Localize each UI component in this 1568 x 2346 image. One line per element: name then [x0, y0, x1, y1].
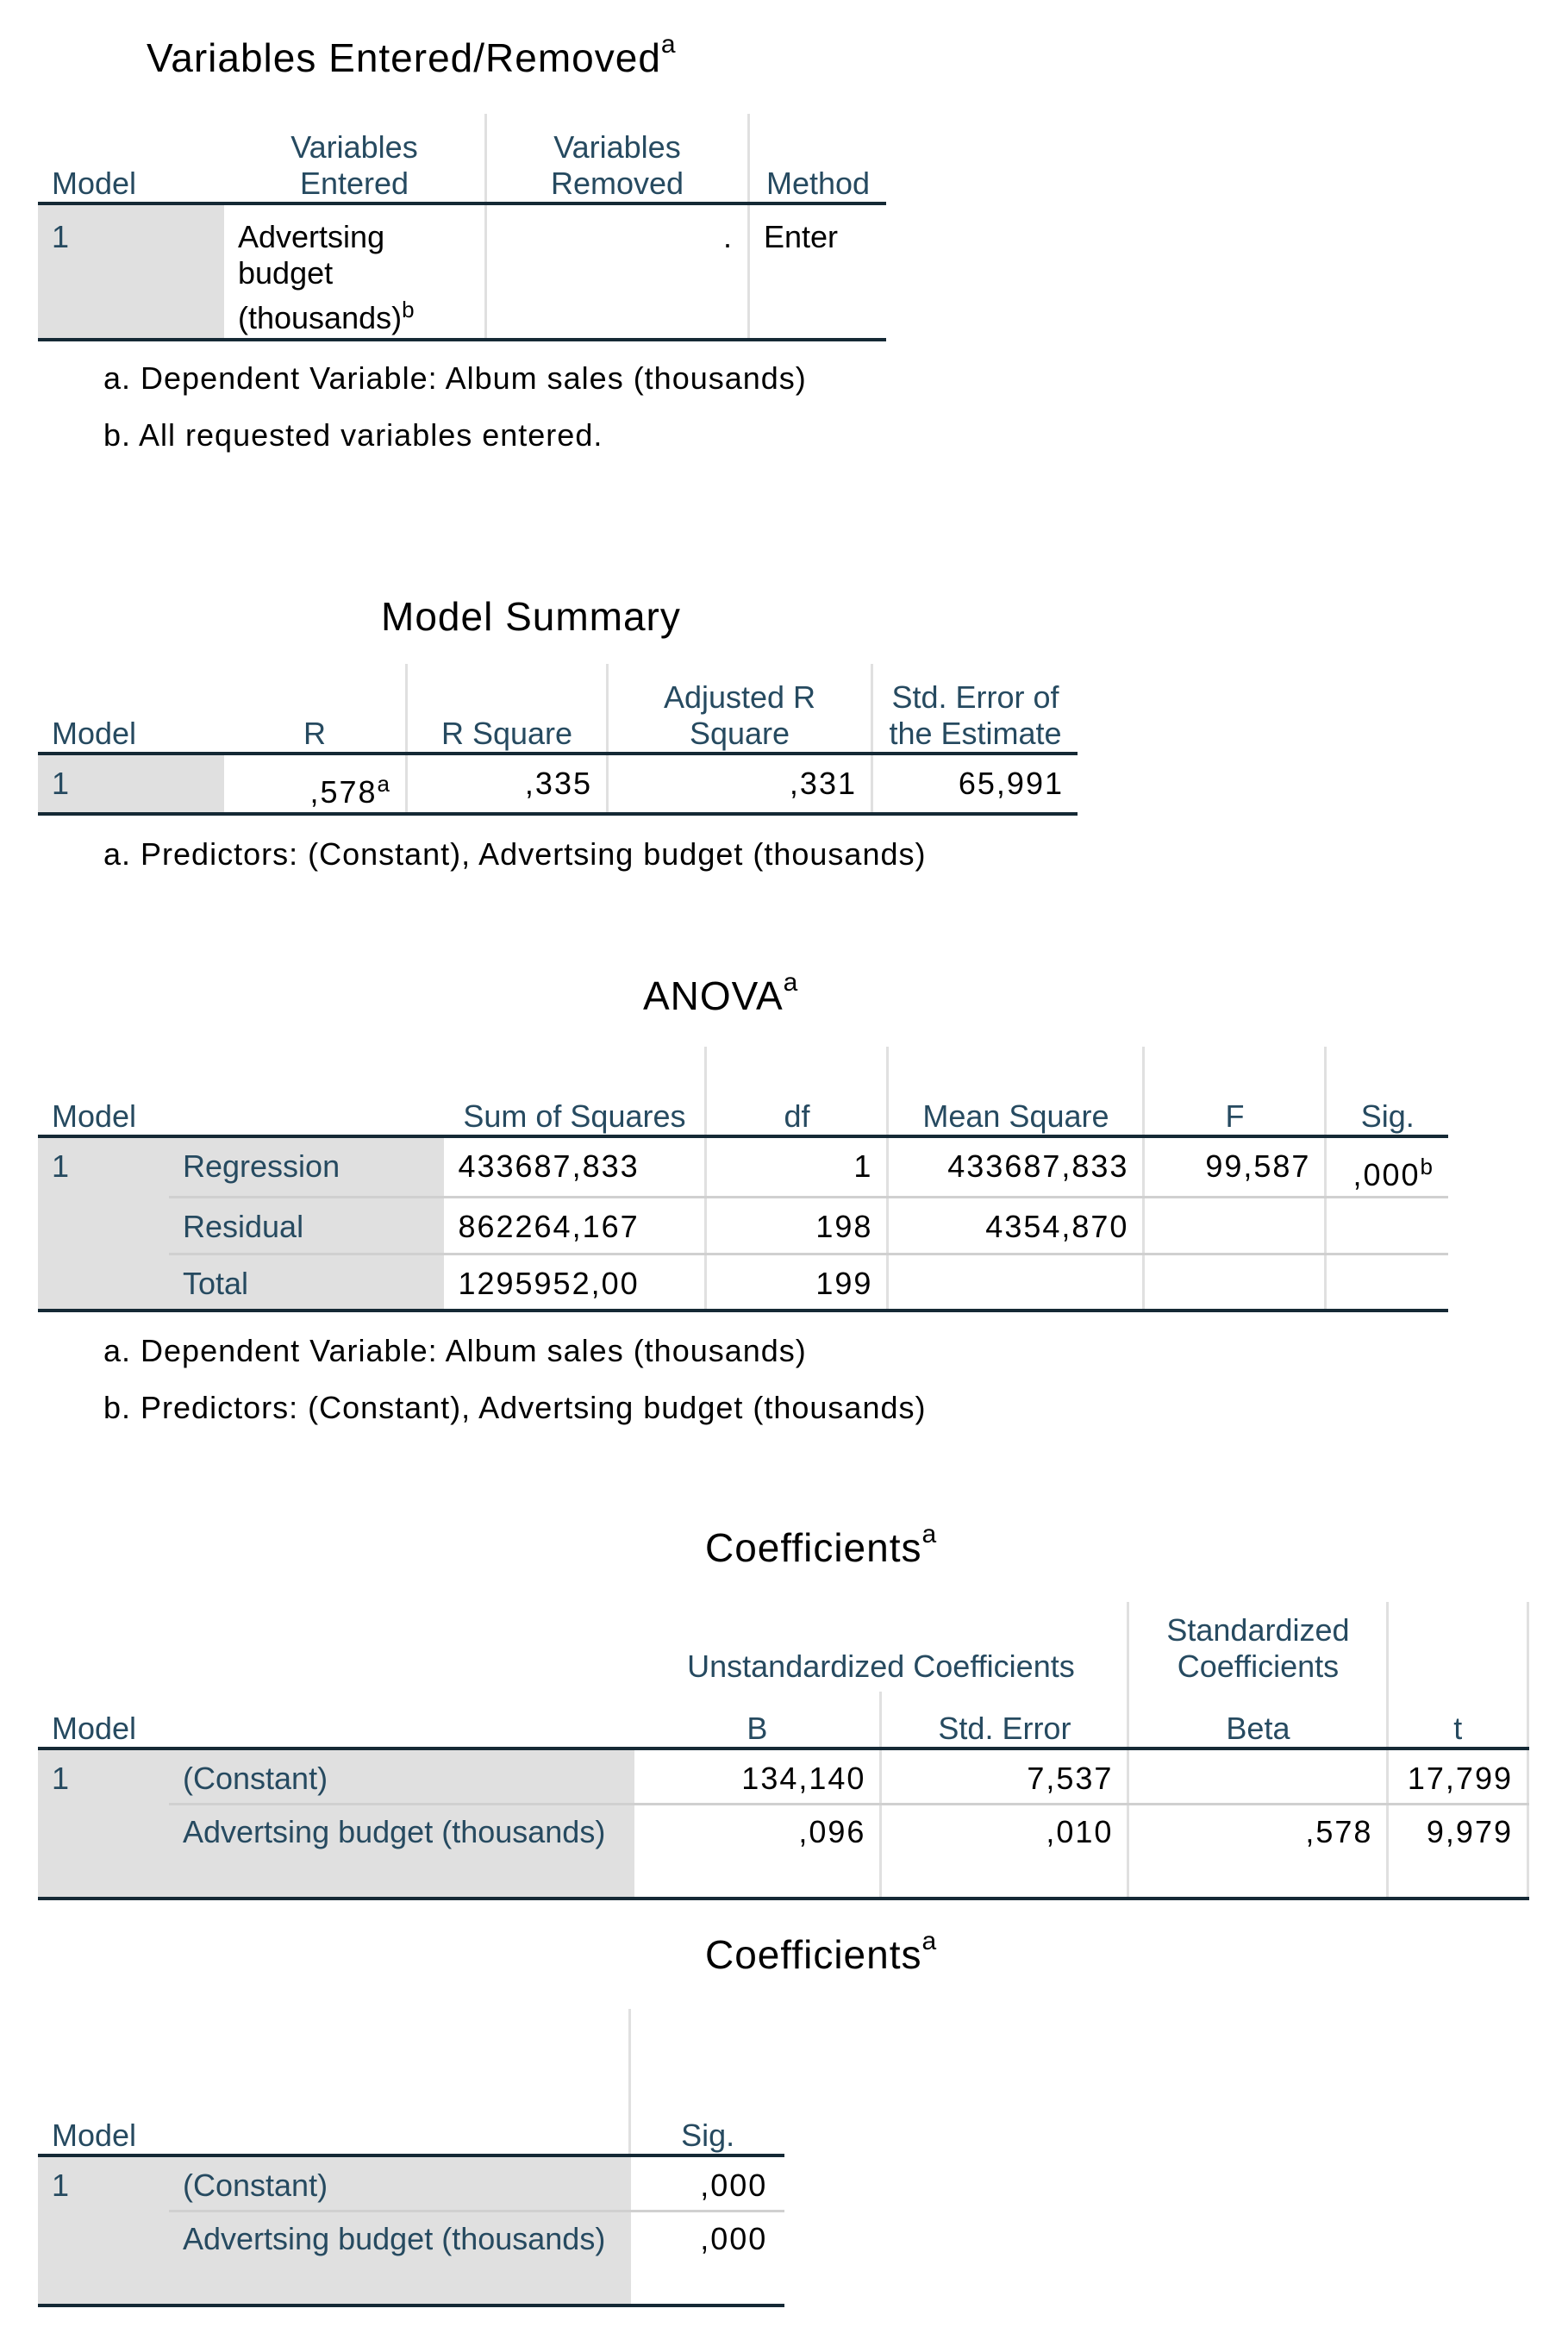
r-superscript: a — [377, 771, 391, 797]
cell-removed: . — [486, 203, 749, 340]
row-label: Advertsing budget (thousands) — [169, 1804, 634, 1899]
cell-sig — [1326, 1136, 1448, 1197]
header-model: Model — [38, 1692, 634, 1749]
title-text: Variables Entered/Removed — [147, 35, 661, 80]
row-model: 1 — [38, 1136, 169, 1311]
entered-superscript: b — [402, 297, 415, 322]
sig-superscript: b — [1420, 1154, 1434, 1179]
footnote-b: b. All requested variables entered. — [103, 417, 603, 453]
cell-f — [1144, 1197, 1326, 1254]
row-label: Residual — [169, 1197, 444, 1254]
coefficients-table — [38, 1602, 1529, 1900]
title-superscript: a — [921, 1519, 938, 1548]
title-text: Coefficients — [705, 1932, 922, 1977]
header-variables-removed: Variables Removed — [486, 114, 749, 203]
header-sum-of-squares: Sum of Squares — [444, 1047, 706, 1136]
header-adjusted-r-square: Adjusted R Square — [608, 664, 872, 754]
cell-df: 1 — [706, 1136, 888, 1197]
title-text: ANOVA — [643, 973, 784, 1018]
header-f: F — [1144, 1047, 1326, 1136]
row-label: (Constant) — [169, 1749, 634, 1804]
cell-df: 198 — [706, 1197, 888, 1254]
coefficients-sig-title — [705, 1926, 938, 1978]
cell-sig — [1326, 1197, 1448, 1254]
header-model: Model — [38, 2009, 630, 2155]
sig-value: ,000 — [1352, 1157, 1421, 1192]
coefficients-title — [705, 1519, 938, 1571]
cell-sig: ,000 — [630, 2211, 784, 2305]
row-label: Advertsing budget (thousands) — [169, 2211, 630, 2305]
cell-beta: ,578 — [1128, 1804, 1388, 1899]
cell-std-error: 65,991 — [872, 754, 1078, 814]
header-t-blank — [1388, 1602, 1528, 1692]
cell-t: 9,979 — [1388, 1804, 1528, 1899]
variables-entered-table — [38, 114, 886, 341]
header-std-error: Std. Error of the Estimate — [872, 664, 1078, 754]
cell-b: ,096 — [634, 1804, 881, 1899]
cell-std-error: ,010 — [881, 1804, 1128, 1899]
coefficients-sig-table — [38, 2009, 784, 2307]
cell-r-square: ,335 — [407, 754, 608, 814]
footnote-a: a. Predictors: (Constant), Advertsing budget (thousands) — [103, 836, 927, 872]
title-superscript: a — [660, 29, 677, 59]
cell-entered — [224, 203, 486, 340]
row-model: 1 — [38, 203, 224, 340]
header-std-error: Std. Error — [881, 1692, 1128, 1749]
cell-mean-square: 4354,870 — [888, 1197, 1144, 1254]
cell-method: Enter — [749, 203, 887, 340]
footnote-a: a. Dependent Variable: Album sales (thousands) — [103, 360, 807, 396]
cell-f: 99,587 — [1144, 1136, 1326, 1197]
header-t: t — [1388, 1692, 1528, 1749]
header-model: Model — [38, 664, 224, 754]
cell-f — [1144, 1254, 1326, 1311]
header-r: R — [224, 664, 407, 754]
header-standardized: Standardized Coefficients — [1128, 1602, 1388, 1692]
cell-beta — [1128, 1749, 1388, 1804]
header-beta: Beta — [1128, 1692, 1388, 1749]
cell-adjusted-r-square: ,331 — [608, 754, 872, 814]
entered-text: Advertsing budget (thousands) — [238, 219, 403, 335]
title-superscript: a — [921, 1926, 938, 1955]
footnote-b: b. Predictors: (Constant), Advertsing budget (thousands) — [103, 1390, 927, 1425]
header-sig: Sig. — [1326, 1047, 1448, 1136]
cell-mean-square — [888, 1254, 1144, 1311]
cell-sum-of-squares: 433687,833 — [444, 1136, 706, 1197]
header-mean-square: Mean Square — [888, 1047, 1144, 1136]
cell-sig — [1326, 1254, 1448, 1311]
anova-title — [643, 967, 799, 1019]
cell-sum-of-squares: 1295952,00 — [444, 1254, 706, 1311]
header-method: Method — [749, 114, 887, 203]
header-b: B — [634, 1692, 881, 1749]
cell-df: 199 — [706, 1254, 888, 1311]
header-variables-entered: Variables Entered — [224, 114, 486, 203]
title-superscript: a — [783, 967, 799, 997]
header-model-blank — [38, 1602, 634, 1692]
header-model: Model — [38, 1047, 444, 1136]
cell-mean-square: 433687,833 — [888, 1136, 1144, 1197]
row-model: 1 — [38, 2155, 169, 2305]
row-label: Regression — [169, 1136, 444, 1197]
cell-b: 134,140 — [634, 1749, 881, 1804]
header-r-square: R Square — [407, 664, 608, 754]
model-summary-table — [38, 664, 1078, 816]
header-unstandardized: Unstandardized Coefficients — [634, 1602, 1128, 1692]
r-value: ,578 — [309, 774, 378, 810]
anova-table — [38, 1047, 1448, 1312]
footnote-a: a. Dependent Variable: Album sales (thousands) — [103, 1333, 807, 1368]
row-model: 1 — [38, 754, 224, 814]
cell-sum-of-squares: 862264,167 — [444, 1197, 706, 1254]
model-summary-title: Model Summary — [381, 594, 681, 639]
row-label: Total — [169, 1254, 444, 1311]
variables-entered-title — [147, 29, 677, 81]
cell-t: 17,799 — [1388, 1749, 1528, 1804]
cell-r — [224, 754, 407, 814]
header-df: df — [706, 1047, 888, 1136]
title-text: Coefficients — [705, 1525, 922, 1570]
row-model: 1 — [38, 1749, 169, 1899]
cell-std-error: 7,537 — [881, 1749, 1128, 1804]
header-sig: Sig. — [630, 2009, 784, 2155]
cell-sig: ,000 — [630, 2155, 784, 2211]
header-model: Model — [38, 114, 224, 203]
row-label: (Constant) — [169, 2155, 630, 2211]
